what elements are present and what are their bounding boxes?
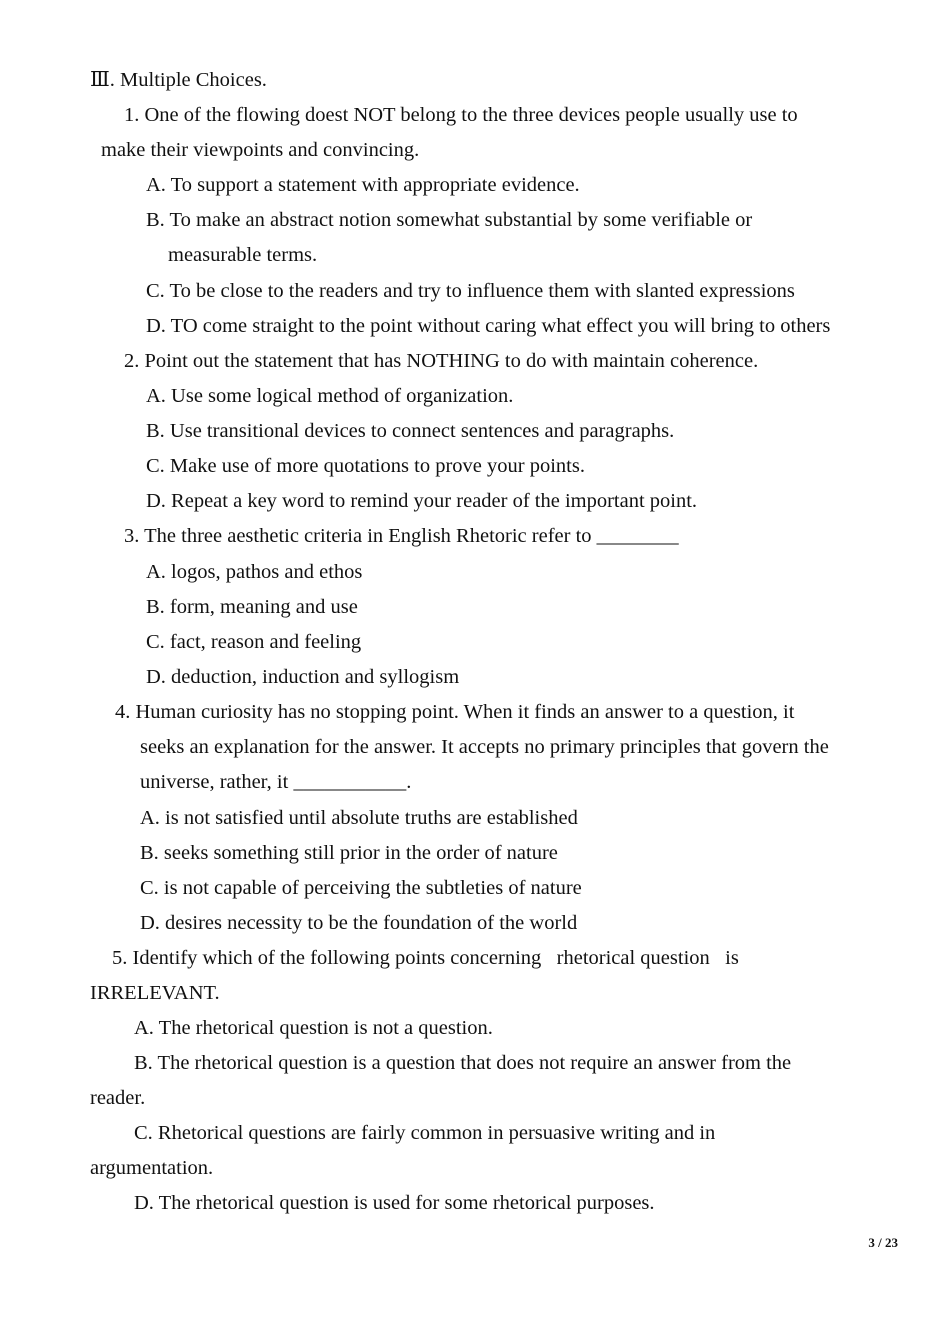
q4-stem-line3: universe, rather, it ___________. xyxy=(140,771,412,793)
q3-option-d: D. deduction, induction and syllogism xyxy=(146,666,460,688)
q5-option-b-line2: reader. xyxy=(90,1087,146,1109)
q4-stem-line1: 4. Human curiosity has no stopping point. When it finds an answer to a question, it xyxy=(115,701,795,723)
q4-option-b: B. seeks something still prior in the order of nature xyxy=(140,842,558,864)
q2-stem: 2. Point out the statement that has NOTHING to do with maintain coherence. xyxy=(124,350,759,372)
q5-stem-line2: IRRELEVANT. xyxy=(90,982,220,1004)
q2-option-c: C. Make use of more quotations to prove your points. xyxy=(146,455,585,477)
q2-option-d: D. Repeat a key word to remind your reader of the important point. xyxy=(146,490,698,512)
q4-option-d: D. desires necessity to be the foundation of the world xyxy=(140,912,578,934)
q3-stem: 3. The three aesthetic criteria in English Rhetoric refer to ________ xyxy=(124,525,679,547)
q5-stem-line1: 5. Identify which of the following points concerning rhetorical question is xyxy=(112,947,739,969)
q3-option-a: A. logos, pathos and ethos xyxy=(146,561,363,583)
q5-option-d: D. The rhetorical question is used for some rhetorical purposes. xyxy=(134,1192,655,1214)
q2-option-a: A. Use some logical method of organization. xyxy=(146,385,514,407)
q1-option-a: A. To support a statement with appropriate evidence. xyxy=(146,174,580,196)
q1-option-b-line1: B. To make an abstract notion somewhat substantial by some verifiable or xyxy=(146,209,753,231)
q3-option-b: B. form, meaning and use xyxy=(146,596,358,618)
q5-option-a: A. The rhetorical question is not a question. xyxy=(134,1017,493,1039)
q5-option-b-line1: B. The rhetorical question is a question that does not require an answer from the xyxy=(134,1052,792,1074)
q5-option-c-line1: C. Rhetorical questions are fairly common in persuasive writing and in xyxy=(134,1122,716,1144)
q3-option-c: C. fact, reason and feeling xyxy=(146,631,362,653)
q2-option-b: B. Use transitional devices to connect sentences and paragraphs. xyxy=(146,420,675,442)
page-number: 3 / 23 xyxy=(868,1235,898,1250)
q4-option-c: C. is not capable of perceiving the subtleties of nature xyxy=(140,877,582,899)
q4-option-a: A. is not satisfied until absolute truths are established xyxy=(140,807,578,829)
q1-stem-line2: make their viewpoints and convincing. xyxy=(101,139,420,161)
q5-option-c-line2: argumentation. xyxy=(90,1157,214,1179)
q1-option-d: D. TO come straight to the point without caring what effect you will bring to others xyxy=(146,315,831,337)
q1-option-c: C. To be close to the readers and try to influence them with slanted expressions xyxy=(146,280,795,302)
q1-stem-line1: 1. One of the flowing doest NOT belong to the three devices people usually use to xyxy=(124,104,798,126)
q4-stem-line2: seeks an explanation for the answer. It accepts no primary principles that govern the xyxy=(140,736,829,758)
section-heading: Ⅲ. Multiple Choices. xyxy=(90,69,267,91)
q1-option-b-line2: measurable terms. xyxy=(168,244,318,266)
